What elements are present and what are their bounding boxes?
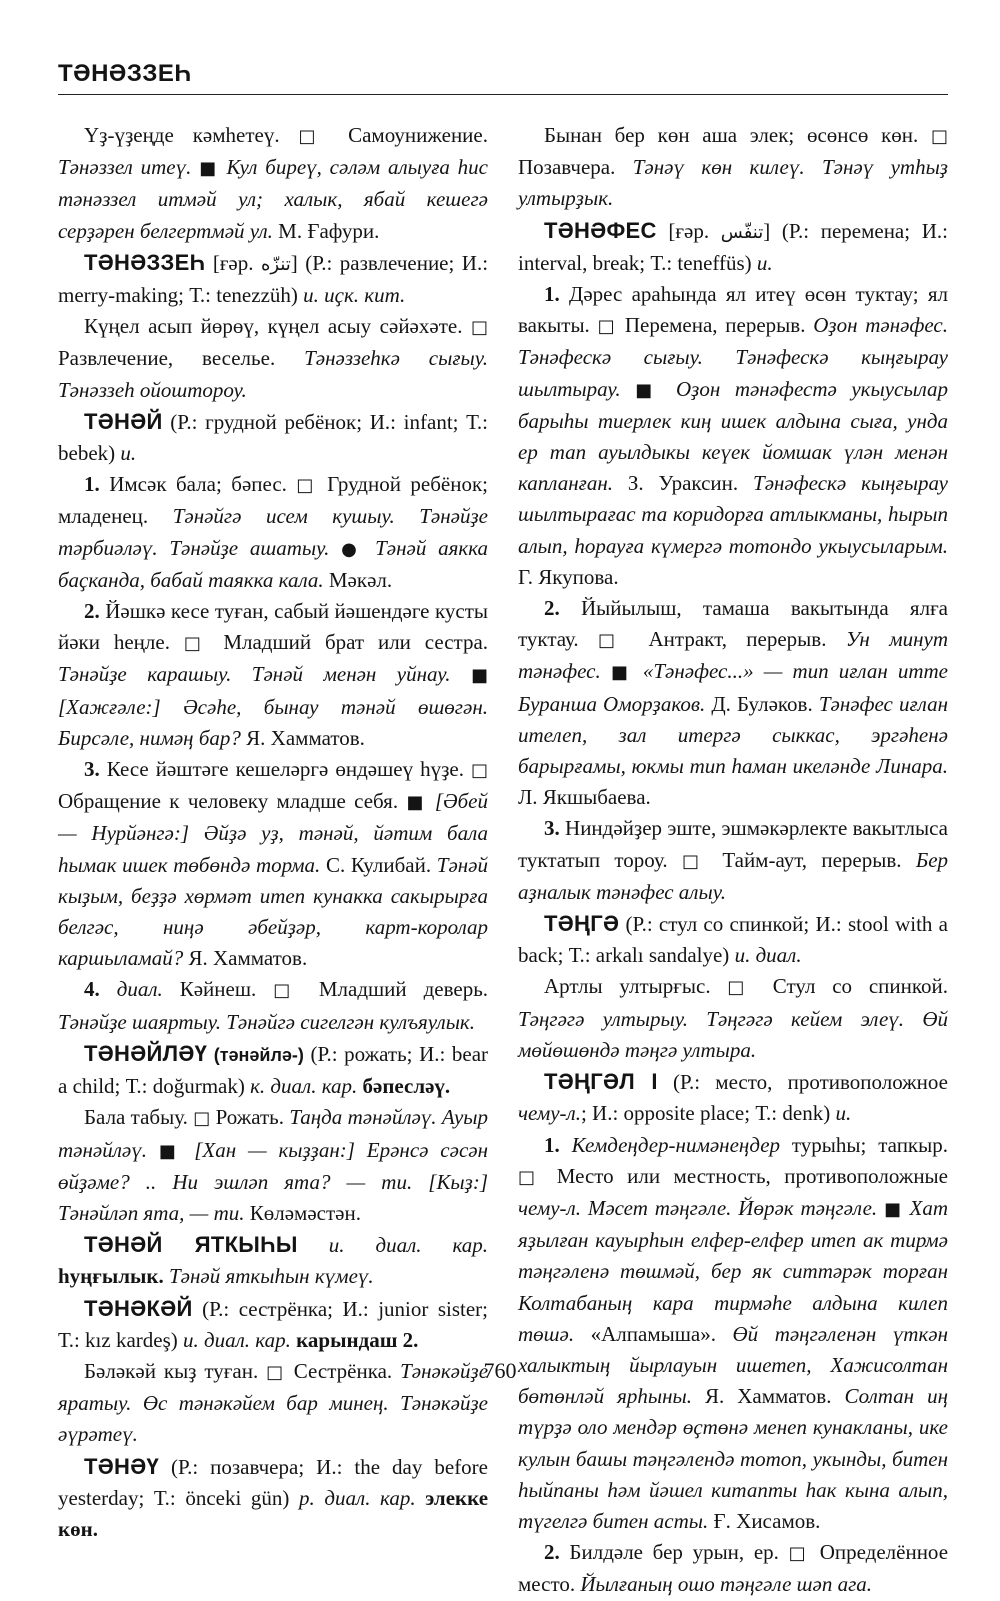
page-header <box>58 60 948 95</box>
entry-tanau: ТӘНӘҮ (Р.: позавчера; И.: the day before yesterday; Т.: önceki gün) р. диал. кар. элекке көн. <box>58 1453 489 1541</box>
entry-continuation: Үҙ-үҙеңде кәмһетеү. □ Самоунижение. Тәнәззел итеү. ■ Кул биреү, сәләм алыуға һис тәнәззел итмәй ул; халык, ябай кешегә серҙәрен белгертмәй ул. М. Ғафури. <box>58 123 489 243</box>
entry-tanakay: ТӘНӘКӘЙ (Р.: сестрёнка; И.: junior sister; Т.: kız kardeş) и. диал. кар. карындаш 2. <box>58 1295 488 1352</box>
entry-definition: Бала табыу. □ Рожать. Таңда тәнәйләү. Ауыр тәнәйләү. ■ [Хан — кыҙҙан:] Ерәнсә сәсән өйҙәме? .. Ни эшләп ята? — ти. [Кыҙ:] Тәнәйләп ята, — ти. Көләмәстән. <box>58 1105 489 1225</box>
headword: ТӘНӘЙ <box>84 408 163 434</box>
sense-3: 3. Кесе йәштәге кешеләргә өндәшеү һүҙе. □ Обращение к человеку младше себя. ■ [Әбей — Нурйәнгә:] Әйҙә уҙ, тәнәй, йәтим бала һымак ишек төбөндә торма. С. Кулибай. Тәнәй кыҙым, беҙҙә хөрмәт итеп кунакка сакырырға белгәс, ниңә әбейҙәр, карт-королар каршыламай? Я. Хамматов. <box>58 757 489 971</box>
entry-definition: Күңел асып йөрөү, күңел асыу сәйәхәте. □ Развлечение, веселье. Тәнәззеһкә сығыу. Тәнәззеһ ойоштороу. <box>58 314 488 402</box>
headword: ТӘНӘКӘЙ <box>84 1295 193 1321</box>
sense-2: 2. Билдәле бер урын, ер. □ Определённое место. Йылғаның ошо тәңгәле шәп ага. <box>518 1540 949 1597</box>
headword: ТӘНӘҮ <box>84 1453 160 1479</box>
headword: ТӘҢГӘ <box>544 911 620 937</box>
sense-4: 4. диал. Кәйнеш. □ Младший деверь. Тәнәйҙе шаяртыу. Тәнәйгә сигелгән кулъяулык. <box>58 977 489 1034</box>
entry-definition: Бәләкәй кыҙ туған. □ Сестрёнка. Тәнәкәйҙе яратыу. Өс тәнәкәйем бар минең. Тәнәкәйҙе әүрәтеү. <box>58 1358 489 1447</box>
sense-1: 1. Имсәк бала; бәпес. □ Грудной ребёнок; младенец. Тәнәйгә исем кушыу. Тәнәйҙе тәрбиәләү. Тәнәйҙе ашатыу. ● Тәнәй аякка баҫканда, бабай таякка кала. Мәкәл. <box>58 472 489 592</box>
entry-tanaylau: ТӘНӘЙЛӘҮ (тәнәйлә-) (Р.: рожать; И.: bear a child; Т.: doğurmak) к. диал. кар. бәпесләү. <box>58 1040 489 1099</box>
sense-2: 2. Йәшкә кесе туған, сабый йәшендәге кусты йәки һеңле. □ Младший брат или сестра. Тәнәйҙе карашыу. Тәнәй менән уйнау. ■ [Хажғәле:] Әсәһе, бынау тәнәй өшөгән. Бирсәле, нимәң бар? Я. Хамматов. <box>58 599 489 750</box>
entry-tanga: ТӘҢГӘ (Р.: стул со спинкой; И.: stool with a back; Т.: arkalı sandalye) и. диал. <box>518 911 949 968</box>
sense-2: 2. Йыйылыш, тамаша вакытында ялға туктау. □ Антракт, перерыв. Ун минут тәнәфес. ■ «Тәнәфес...» — тип иғлан итте Бураншa Оморҙаков. Д. Буләков. Тәнәфес иғлан ителеп, зал итергә сыккас, эргәһенә барырғамы, юкмы тип һаман икеләнде Линара. Л. Якшыбаева. <box>518 596 949 810</box>
entry-definition: Бынан бер көн аша элек; өсөнсө көн. □ Позавчера. Тәнәү көн килеү. Тәнәү утһыҙ ултырҙык. <box>518 123 948 211</box>
left-column <box>58 120 488 1545</box>
entry-tanay-yatkyhy: ТӘНӘЙ ЯТКЫҺЫ и. диал. кар. һуңғылык. Тәнәй яткыһын күмеү. <box>58 1232 488 1289</box>
entry-tanay: ТӘНӘЙ (Р.: грудной ребёнок; И.: infant; Т.: bebek) и. <box>58 408 488 466</box>
entry-tanafes: ТӘНӘФЕС [ғәр. تنفّس] (Р.: перемена; И.: interval, break; Т.: teneffüs) и. <box>518 217 949 275</box>
sense-1: 1. Дәрес араһында ял итеү өсөн туктау; ял вакыты. □ Перемена, перерыв. Оҙон тәнәфес. Тәнәфескә сығыу. Тәнәфескә кыңғырау шылтырау. ■ Оҙон тәнәфестә укыусылар барыһы тиерлек киң ишек алдына сыға, унда ер тап ауылдыкы кеүек йомшак үлән менән капланған. З. Ураксин. Тәнәфескә кыңғырау шылтырағас та коридорға атлыкманы, һырып алып, һорауға күмергә тотондо укыусыларым. Г. Якупова. <box>518 282 949 589</box>
entry-definition: Артлы ултырғыс. □ Стул со спинкой. Тәңгәгә ултырыу. Тәңгәгә кейем элеү. Өй мөйөшөндә тәңгә ултыра. <box>518 974 948 1062</box>
entry-tangal: ТӘҢГӘЛ I (Р.: место, противоположное чему-л.; И.: opposite place; Т.: denk) и. <box>518 1069 948 1126</box>
page-number: 760 <box>483 1358 517 1383</box>
running-head: ТӘНӘЗЗЕҺ <box>58 60 192 87</box>
headword: ТӘНӘЙ ЯТКЫҺЫ <box>84 1232 298 1258</box>
headword: ТӘҢГӘЛ I <box>544 1069 658 1095</box>
headword: ТӘНӘЗЗЕҺ <box>84 249 206 275</box>
headword: ТӘНӘЙЛӘҮ <box>84 1040 208 1066</box>
sense-3: 3. Ниндәйҙер эште, эшмәкәрлекте вакытлыса туктатып тороу. □ Тайм-аут, перерыв. Бер аҙналык тәнәфес алыу. <box>518 816 949 904</box>
entry-tanazzeh: ТӘНӘЗЗЕҺ [ғәр. تنزّه] (Р.: развлечение; И.: merry-making; Т.: tenezzüh) и. иҫк. кит. <box>58 249 489 308</box>
sense-1: 1. Кемдеңдер-нимәнеңдер турыһы; тапкыр. □ Место или местность, противоположные чему-л. Мәсет тәңгәле. Йөрәк тәңгәле. ■ Хат яҙылған кауырһын елфер-елфер итеп ак тирмә тәңгәленә төшмәй, бер як ситтәрәк торған Колтабаның кара тирмәһе алдына килеп төшә. «Алпамыша». Өй тәңгәленән үткән халыктың йырлауын ишетеп, Хажисолтан бөтөнләй ярһыны. Я. Хамматов. Солтан иң түрҙә оло мендәр өҫтөнә менеп кунакланы, ике кулын башы тәңгәлендә тотоп, укынды, битен һыйпаны һәм йәшел китапты һак кына алып, түгелгә битен асты. Ғ. Хисамов. <box>518 1132 949 1533</box>
headword: ТӘНӘФЕС <box>544 217 657 243</box>
